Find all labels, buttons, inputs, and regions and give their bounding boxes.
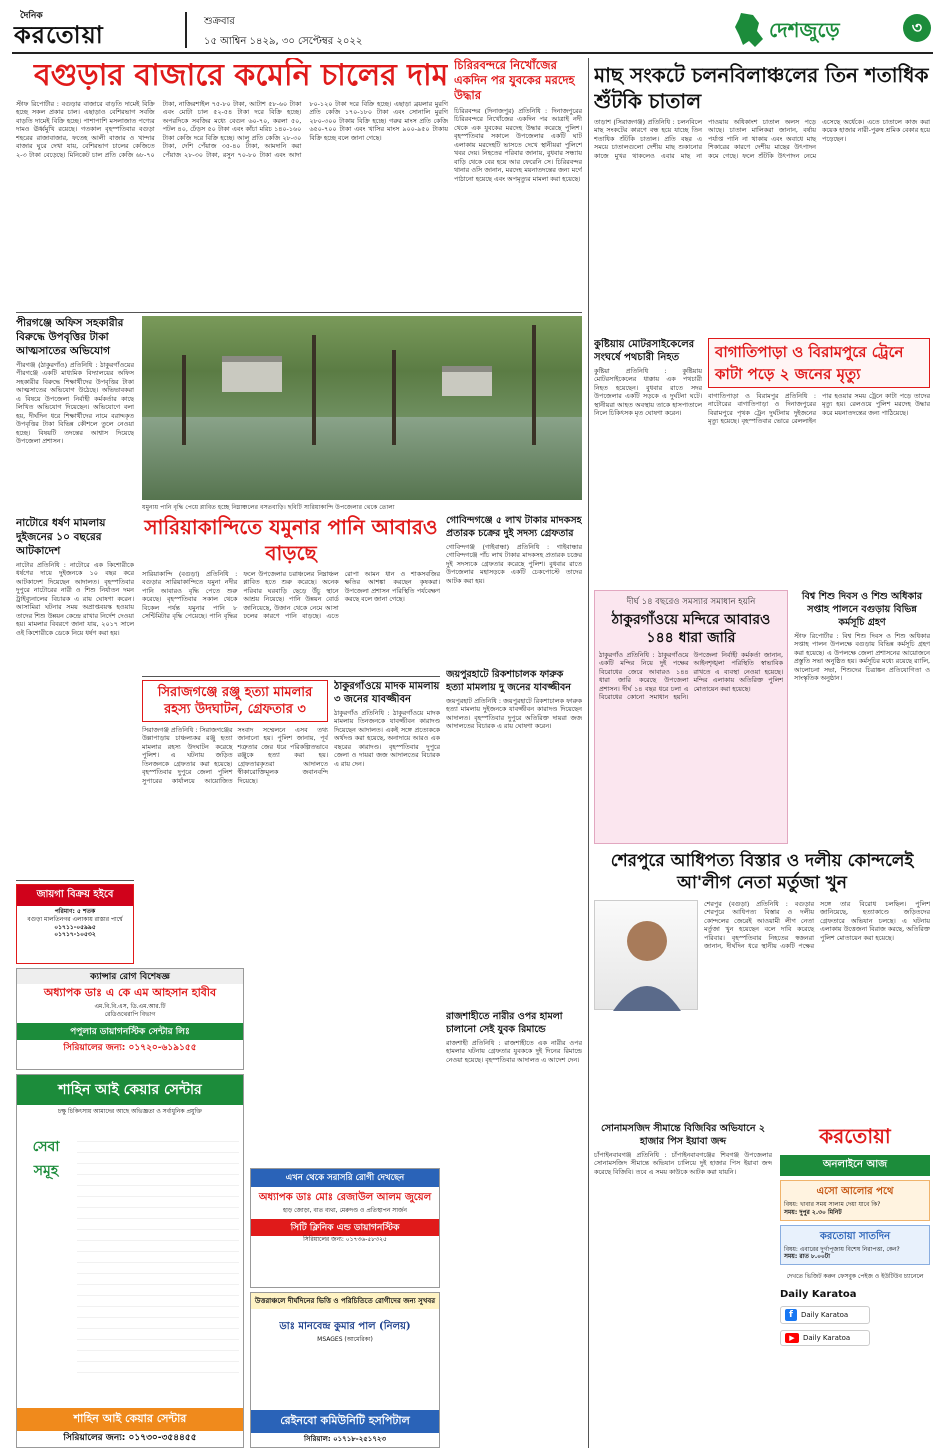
temple-cols <box>599 651 783 837</box>
drug-story <box>334 680 440 950</box>
youtube-link[interactable] <box>780 1330 870 1346</box>
sirajganj-body: সিরাজগঞ্জ প্রতিনিধি : সিরাজগঞ্জের উল্লাপাড়ায় চাঞ্চল্যকর রঞ্জু হত্যা মামলার রহস্য উদঘাটন করেছে পুলিশ। এ ঘটনায় জড়িত তিনজনকে গ্রেফতার করা হয়েছে। বৃহস্পতিবার দুপুরে জেলা পুলিশ সুপারের কার্যালয়ে আয়োজিত সংবাদ সম্মেলনে এসব তথ্য জানানো হয়। পুলিশ জানায়, পূর্ব শত্রুতার জের ধরে পরিকল্পিতভাবে রঞ্জুকে হত্যা করা হয়। গ্রেফতারকৃতরা আদালতে স্বীকারোক্তিমূলক জবানবন্দি দিয়েছে। <box>142 726 328 785</box>
sherpur-headline[interactable]: শেরপুরে আধিপত্য বিস্তার ও দলীয় কোন্দলেই আ'লীগ নেতা মর্তুজা খুন <box>610 851 914 893</box>
doctor-ad-clinic: সিটি ক্লিনিক এন্ড ডায়াগনস্টিক <box>251 1219 439 1236</box>
classified-ad <box>16 884 134 964</box>
pirganj-headline[interactable]: পীরগঞ্জে অফিস সহকারীর বিরুদ্ধে উপবৃত্তির টাকা আত্মসাতের অভিযোগ <box>16 317 124 357</box>
fish-story <box>594 62 930 332</box>
eye-ad-footer-name: শাহিন আই কেয়ার সেন্টার <box>17 1408 243 1431</box>
gobindaganj-body: গোবিন্দগঞ্জ (গাইবান্ধা) প্রতিনিধি : গাইবান্ধার গোবিন্দগঞ্জে পাঁচ লাখ টাকার মাদকসহ প্রতারক চক্রের দুই সদস্যকে গ্রেফতার করেছে পুলিশ। বুধবার রাতে উপজেলার মহাসড়কে একটি চেকপোস্টে তাদের আটক করা হয়। <box>446 543 582 585</box>
natore-body: নাটোর প্রতিনিধি : নাটোরে এক কিশোরীকে ধর্ষণের দায়ে দুইজনকে ১০ বছর করে আটকাদেশ দিয়েছেন আদালত। বৃহস্পতিবার দুপুরে নাটোরের নারী ও শিশু নির্যাতন দমন ট্রাইব্যুনালের বিচারক এ রায় ঘোষণা করেন। আসামিরা ঘটনার সময় অপ্রাপ্তবয়স্ক হওয়ায় তাদের শিশু উন্নয়ন কেন্দ্রে রাখার নির্দেশ দেওয়া হয়। মামলার বিবরণে জানা যায়, ২০১৭ সালে ওই কিশোরীকে ডেকে নিয়ে ধর্ষণ করা হয়। <box>16 561 134 637</box>
hospital-ad-top: উত্তরাঞ্চলে দীর্ঘদিনের ভিত্তি ও পরিচিতিতে রোগীদের জন্য সুখবর <box>251 1293 439 1309</box>
cancer-ad-clinic: পপুলার ডায়াগনস্টিক সেন্টার লিঃ <box>17 1023 243 1040</box>
train-cols <box>708 392 930 568</box>
lead-body: স্টাফ রিপোর্টার : বগুড়ার বাজারে বাড়তি দামেই বিক্রি হচ্ছে সকল প্রকার চাল। এছাড়াও বেশিরভাগ সবজি বাড়তি দামেই বিক্রি হচ্ছে। পাশাপাশি মসলাজাত পণ্যের দামও ঊর্ধ্বমুখি রয়েছে। গতকাল বৃহস্পতিবার বগুড়া শহরের রাজাবাজার, ফতেহ আলী বাজার ও খান্দার বাজার ঘুরে দেখা যায়, বেশিরভাগ চালের কেজিতে ২-৩ টাকা বেড়েছে। মিনিকেট চাল প্রতি কেজি ৬৮-৭০ টাকা, নাজিরশাইল ৭৫-৮০ টাকা, আটাশ ৫৮-৬০ টাকা এবং মোটা চাল ৫২-৫৪ টাকা দরে বিক্রি হচ্ছে। অপরদিকে সবজির মধ্যে বেগুন ৬০-৭০, করলা ৫০, পটল ৪০, ঢেঁড়স ৫০ টাকা এবং কাঁচা মরিচ ১৪০-১৬০ টাকা কেজি দরে বিক্রি হচ্ছে। আলু প্রতি কেজি ২৮-৩০ টাকা, দেশি পেঁয়াজ ৩৫-৪০ টাকা, আমদানি করা পেঁয়াজ ২৮-৩০ টাকা, রসুন ৭০-৮০ টাকা এবং আদা ৮০-১২০ টাকা দরে বিক্রি হচ্ছে। এছাড়া ব্রয়লার মুরগি প্রতি কেজি ১৭০-১৮০ টাকা এবং সোনালি মুরগি ২৮০-৩০০ টাকায় বিক্রি হচ্ছে। গরুর মাংস প্রতি কেজি ৬৫০-৭০০ টাকা এবং খাসির মাংস ৯০০-৯৫০ টাকায় বিক্রি হচ্ছে বলে জানা গেছে। <box>16 100 448 159</box>
classified-details: বগুড়া মালতিনগর এলাকায় রাস্তার পার্শ্বে <box>27 915 123 923</box>
cancer-ad <box>16 968 244 1070</box>
sherpur-cols <box>704 900 930 1114</box>
sirajganj-headline[interactable]: সিরাজগঞ্জে রঞ্জু হত্যা মামলার রহস্য উদঘাটন, গ্রেফতার ৩ <box>142 680 328 722</box>
eye-ad-serial[interactable]: সিরিয়ালের জন্য: ০১৭৩০-৩৫৪৪৫৫ <box>63 1433 197 1443</box>
sidebar-online: অনলাইনে আজ <box>780 1155 930 1176</box>
block1-time: সময়: দুপুর ২.৩০ মিনিট <box>784 1208 842 1216</box>
youtube-label: Daily Karatoa <box>803 1333 851 1342</box>
natore-story <box>16 516 134 876</box>
hospital-ad-degree: MSAGES (আমেরিকা) <box>317 1336 373 1343</box>
fish-headline[interactable]: মাছ সংকটে চলনবিলাঞ্চলের তিন শতাধিক শুঁটকি চাতাল <box>594 63 929 113</box>
train-body: বাগাতিপাড়া ও বিরামপুর প্রতিনিধি : নাটোরের বাগাতিপাড়া ও দিনাজপুরের বিরামপুরে পৃথক ট্রেন দুর্ঘটনায় দুইজনের মৃত্যু হয়েছে। বৃহস্পতিবার ভোরে রেললাইন পার হওয়ার সময় ট্রেনে কাটা পড়ে তাদের মৃত্যু হয়। রেলওয়ে পুলিশ মরদেহ উদ্ধার করে ময়নাতদন্তের জন্য পাঠিয়েছে। <box>708 392 930 426</box>
sirajganj-story <box>142 680 328 950</box>
sidebar-block-2[interactable] <box>780 1225 930 1266</box>
temple-body: ঠাকুরগাঁও প্রতিনিধি : ঠাকুরগাঁওয়ে একটি মন্দির নিয়ে দুই পক্ষের বিরোধের জেরে আবারও ১৪৪ ধারা জারি করেছে উপজেলা প্রশাসন। দীর্ঘ ১৪ বছর ধরে চলা এ বিরোধের কোনো সমাধান হয়নি। উপজেলা নির্বাহী কর্মকর্তা জানান, আইনশৃঙ্খলা পরিস্থিতি স্বাভাবিক রাখতে এ ব্যবস্থা নেওয়া হয়েছে। মন্দির এলাকায় অতিরিক্ত পুলিশ মোতায়েন করা হয়েছে। <box>599 651 783 702</box>
lead-story <box>16 58 448 308</box>
train-story <box>708 338 930 584</box>
gobindaganj-headline[interactable]: গোবিন্দগঞ্জে ৫ লাখ টাকার মাদকসহ প্রতারক চক্রের দুই সদস্য গ্রেফতার <box>446 515 582 539</box>
photo-caption <box>142 502 582 512</box>
chiribandar-headline[interactable]: চিরিরবন্দরে নিখোঁজের একদিন পর যুবকের মরদেহ উদ্ধার <box>454 58 575 102</box>
sherpur-story <box>594 850 930 1118</box>
border-body: চাঁপাইনবাবগঞ্জ প্রতিনিধি : চাঁপাইনবাবগঞ্জের শিবগঞ্জ উপজেলার সোনামসজিদ সীমান্তে অভিযান চালিয়ে দুই হাজার পিস ইয়াবা জব্দ করেছে বিজিবি। তবে এ সময় কাউকে আটক করা যায়নি। <box>594 1151 772 1176</box>
hospital-ad <box>250 1292 440 1448</box>
photo-tree-3 <box>392 350 396 445</box>
sidebar-note: দেখতে ভিজিট করুন ফেসবুক পেইজ ও ইউটিউব চ্যানেলে <box>786 1273 924 1281</box>
eye-ad-service-list <box>77 1131 239 1381</box>
pirganj-body: পীরগঞ্জ (ঠাকুরগাঁও) প্রতিনিধি : ঠাকুরগাঁওয়ের পীরগঞ্জে একটি মাধ্যমিক বিদ্যালয়ের অফিস সহকারীর বিরুদ্ধে শিক্ষার্থীদের উপবৃত্তির টাকা আত্মসাতের অভিযোগ উঠেছে। অভিভাবকরা এ বিষয়ে উপজেলা নির্বাহী কর্মকর্তার কাছে লিখিত অভিযোগ দিয়েছেন। অভিযোগে বলা হয়, দীর্ঘদিন ধরে শিক্ষার্থীদের নামে বরাদ্দকৃত উপবৃত্তির টাকা বিভিন্ন কৌশলে তুলে নেওয়া হচ্ছে। বিষয়টি তদন্তের আশ্বাস দিয়েছে উপজেলা প্রশাসন। <box>16 361 134 446</box>
fish-cols <box>594 118 930 330</box>
doctor-ad-serial[interactable]: সিরিয়ালের জন্য: ০১৭৩৬-৫৮৩২৫ <box>303 1235 387 1243</box>
chiribandar-body: চিরিরবন্দর (দিনাজপুর) প্রতিনিধি : দিনাজপুরের চিরিরবন্দরে নিখোঁজের একদিন পর আত্রাই নদী থেকে এক যুবকের মরদেহ উদ্ধার করেছে পুলিশ। বৃহস্পতিবার সকালে উপজেলার একটি ঘাট এলাকায় মরদেহটি ভাসতে দেখে স্থানীয়রা পুলিশে খবর দেয়। নিহতের পরিবার জানায়, বুধবার সন্ধ্যায় বাড়ি থেকে বের হয়ে আর ফেরেনি সে। চিরিরবন্দর থানার ওসি জানান, মরদেহ ময়নাতদন্তের জন্য মর্গে পাঠানো হয়েছে এবং অপমৃত্যুর মামলা করা হয়েছে। <box>454 107 582 183</box>
cancer-ad-doctor: অধ্যাপক ডাঃ এ কে এম আহসান হাবীব <box>43 986 217 999</box>
masthead <box>12 8 933 52</box>
classified-phone2[interactable]: ০১৭১৭-১০৫৩২ <box>54 931 96 939</box>
photo-water <box>142 417 582 500</box>
photo-house-2 <box>442 366 492 396</box>
doctor-ad <box>250 1168 440 1288</box>
sariakandi-story <box>142 514 440 672</box>
joypurhat-body: জয়পুরহাট প্রতিনিধি : জয়পুরহাটে রিকশাচালক ফারুক হত্যা মামলায় দুইজনকে যাবজ্জীবন কারাদণ্ড দিয়েছেন আদালত। বৃহস্পতিবার দুপুরে অতিরিক্ত দায়রা জজ আদালতের বিচারক এ রায় ঘোষণা করেন। <box>446 697 582 731</box>
joypurhat-story <box>446 668 582 848</box>
flood-photo <box>142 316 582 500</box>
classified-phone1[interactable]: ০১৭১১-০৫৯৯৫ <box>54 923 96 931</box>
social-title: Daily Karatoa <box>780 1288 857 1300</box>
train-headline[interactable]: বাগাতিপাড়া ও বিরামপুরে ট্রেনে কাটা পড়ে ২ জনের মৃত্যু <box>708 338 930 388</box>
child-rights-story <box>794 590 930 844</box>
rule-3 <box>16 880 134 881</box>
photo-house-1 <box>222 356 282 392</box>
sidebar-brand: করতোয়া <box>819 1124 891 1148</box>
bd-map-icon <box>733 11 767 49</box>
sirajganj-cols <box>142 726 328 940</box>
hospital-ad-serial[interactable]: সিরিয়াল: ০১৭১৮-২৫১৭২৩ <box>303 1435 386 1443</box>
block2-title: করতোয়া সাতদিন <box>819 1230 891 1242</box>
sidebar-block-1[interactable] <box>780 1180 930 1221</box>
rule-1 <box>16 312 582 313</box>
lead-body-wrap <box>16 100 448 296</box>
rajshahi-body: রাজশাহী প্রতিনিধি : রাজশাহীতে এক নারীর ওপর হামলার ঘটনায় গ্রেফতার যুবককে দুই দিনের রিমান্ডে নেওয়া হয়েছে। বৃহস্পতিবার আদালত এ আদেশ দেন। <box>446 1039 582 1064</box>
child-rights-body: স্টাফ রিপোর্টার : বিশ্ব শিশু দিবস ও শিশু অধিকার সপ্তাহ পালন উপলক্ষে বগুড়ায় বিভিন্ন কর্মসূচি গ্রহণ করা হয়েছে। এ উপলক্ষে জেলা প্রশাসনের আয়োজনে প্রস্তুতি সভা অনুষ্ঠিত হয়। কর্মসূচির মধ্যে রয়েছে র‌্যালি, আলোচনা সভা, শিশুদের চিত্রাঙ্কন প্রতিযোগিতা ও সাংস্কৃতিক অনুষ্ঠান। <box>794 632 930 683</box>
online-sidebar <box>780 1122 930 1448</box>
joypurhat-headline[interactable]: জয়পুরহাটে রিকশাচালক ফারুক হত্যা মামলায় দু জনের যাবজ্জীবন <box>446 669 571 693</box>
sariakandi-body: সারিয়াকান্দি (বগুড়া) প্রতিনিধি : বগুড়ার সারিয়াকান্দিতে যমুনা নদীর পানি আবারও বৃদ্ধি পেতে শুরু করেছে। বৃহস্পতিবার সকাল থেকে বিকেল পর্যন্ত যমুনার পানি ৮ সেন্টিমিটার বৃদ্ধি পেয়েছে। পানি বৃদ্ধির ফলে উপজেলার চরাঞ্চলের নিম্নাঞ্চল প্লাবিত হতে শুরু করেছে। অনেক পরিবার ঘরবাড়ি ছেড়ে উঁচু স্থানে আশ্রয় নিয়েছে। পানি উন্নয়ন বোর্ড জানিয়েছে, উজান থেকে নেমে আসা ঢলের কারণে পানি বাড়ছে। এতে রোপা আমন ধান ও শাকসবজির ক্ষতির আশঙ্কা করছেন কৃষকরা। উপজেলা প্রশাসন পরিস্থিতি পর্যবেক্ষণ করছে বলে জানা গেছে। <box>142 570 440 621</box>
natore-headline[interactable]: নাটোরে ধর্ষণ মামলায় দুইজনের ১০ বছরের আটকাদেশ <box>16 517 106 557</box>
masthead-rule <box>12 52 933 54</box>
issue-date: ১৫ আশ্বিন ১৪২৯, ৩০ সেপ্টেম্বর ২০২২ <box>204 36 363 47</box>
doctor-ad-name: অধ্যাপক ডাঃ মোঃ রেজাউল আলম জুয়েল <box>258 1192 432 1203</box>
kushtia-headline[interactable]: কুষ্টিয়ায় মোটরসাইকেলের সংঘর্ষে পথচারী নিহত <box>594 339 695 363</box>
classified-title: জায়গা বিক্রয় হইবে <box>17 885 133 906</box>
chiribandar-story <box>454 58 582 308</box>
rule-2 <box>142 676 440 677</box>
divider <box>185 12 187 48</box>
classified-size: পরিমাণ: ৫ শতক <box>54 908 96 915</box>
facebook-label: Daily Karatoa <box>801 1310 849 1319</box>
cancer-ad-header: ক্যান্সার রোগ বিশেষজ্ঞ <box>17 969 243 984</box>
cancer-ad-dept: রেডিওথেরাপি বিভাগ <box>104 1010 156 1018</box>
sariakandi-headline[interactable]: সারিয়াকান্দিতে যমুনার পানি আবারও বাড়ছে <box>144 515 438 565</box>
block1-title: এসো আলোর পথে <box>816 1186 894 1197</box>
cancer-ad-degrees: এম.বি.বি.এস, ডি.এম.আর.টি <box>94 1003 166 1010</box>
section-logo <box>733 8 933 52</box>
child-rights-headline[interactable]: বিশ্ব শিশু দিবস ও শিশু অধিকার সপ্তাহ পালনে বগুড়ায় বিভিন্ন কর্মসূচি গ্রহণ <box>801 591 923 628</box>
eye-ad-tagline: চক্ষু চিকিৎসায় আমাদের আছে অভিজ্ঞতা ও সর্বাধুনিক প্রযুক্তি <box>58 1108 202 1115</box>
photo-tree-1 <box>182 355 186 445</box>
hospital-ad-doctor: ডাঃ মানবেন্দ্র কুমার পাল (নিলয়) <box>279 1321 411 1332</box>
photo-tree-2 <box>312 335 316 445</box>
doctor-ad-specialty: হাড় জোড়া, বাত ব্যথা, মেরুদণ্ড ও প্রতিস্থাপন সার্জন <box>283 1207 407 1214</box>
page-number: ৩ <box>903 14 931 42</box>
kushtia-body: কুষ্টিয়া প্রতিনিধি : কুষ্টিয়ায় মোটরসাইকেলের ধাক্কায় এক পথচারী নিহত হয়েছেন। বুধবার রাতে সদর উপজেলার একটি সড়কে এ দুর্ঘটনা ঘটে। স্থানীয়রা আহত অবস্থায় তাকে হাসপাতালে নিলে চিকিৎসক মৃত ঘোষণা করেন। <box>594 367 702 418</box>
pirganj-story <box>16 316 134 512</box>
photo-caption-text: যমুনায় পানি বৃদ্ধি পেয়ে প্লাবিত হচ্ছে নিম্নাঞ্চলের বসতবাড়ি। ছবিটি সারিয়াকান্দি উপজেলার থেকে তোলা <box>142 504 395 511</box>
fish-body: তাড়াশ (সিরাজগঞ্জ) প্রতিনিধি : চলনবিলে মাছ সংকটের কারণে বন্ধ হয়ে যাচ্ছে তিন শতাধিক শুঁটকি চাতাল। প্রতি বছর এ সময়ে চাতালগুলো দেশীয় মাছ শুকানোর কাজে মুখর থাকলেও এবার মাছ না পাওয়ায় অধিকাংশ চাতাল অলস পড়ে আছে। চাতাল মালিকরা জানান, বর্ষায় পর্যাপ্ত পানি না থাকায় এবং অবাধে মাছ শিকারের কারণে দেশীয় মাছের উৎপাদন কমে গেছে। ফলে শুঁটকি উৎপাদন নেমে এসেছে অর্ধেকে। এতে চাতালে কাজ করা কয়েক হাজার নারী-পুরুষ শ্রমিক বেকার হয়ে পড়েছেন। <box>594 118 930 160</box>
kushtia-story <box>594 338 702 584</box>
temple-headline[interactable]: ঠাকুরগাঁওয়ে মন্দিরে আবারও ১৪৪ ধারা জারি <box>611 612 771 646</box>
eye-ad-service: সেবা সমূহ <box>32 1139 60 1179</box>
block2-time: সময়: রাত ৮.০০টা <box>784 1253 830 1261</box>
drug-headline[interactable]: ঠাকুরগাঁওয়ে মাদক মামলায় ৩ জনের যাবজ্জীবন <box>334 681 440 705</box>
facebook-link[interactable] <box>780 1306 870 1324</box>
youtube-icon: ▶ <box>785 1333 799 1343</box>
facebook-icon: f <box>785 1309 797 1321</box>
gobindaganj-story <box>446 514 582 664</box>
brand-top: দৈনিক <box>20 11 43 21</box>
sherpur-photo <box>594 900 698 1010</box>
photo-tree-4 <box>532 325 536 445</box>
rajshahi-headline[interactable]: রাজশাহীতে নারীর ওপর হামলা চালানো সেই যুবক রিমান্ডে <box>446 1011 563 1035</box>
brand-logo: করতোয়া <box>14 20 104 49</box>
doctor-ad-top: এখন থেকে সরাসরি রোগী দেখছেন <box>251 1169 439 1187</box>
issue-day: শুক্রবার <box>204 16 235 27</box>
section-title: দেশজুড়ে <box>769 18 840 42</box>
eye-ad-header: শাহিন আই কেয়ার সেন্টার <box>17 1075 243 1105</box>
temple-story <box>594 590 788 844</box>
rajshahi-story <box>446 1010 582 1130</box>
sherpur-body: শেরপুর (বগুড়া) প্রতিনিধি : বগুড়ার শেরপুরে আধিপত্য বিস্তার ও দলীয় কোন্দলের জেরেই আওয়ামী লীগ নেতা মর্তুজা খুন হয়েছেন বলে দাবি করেছে পরিবার। বৃহস্পতিবার নিহতের স্বজনরা জানান, দীর্ঘদিন ধরে স্থানীয় একটি পক্ষের সঙ্গে তার বিরোধ চলছিল। পুলিশ জানিয়েছে, হত্যাকাণ্ডে জড়িতদের গ্রেফতারে অভিযান চলছে। এ ঘটনায় এলাকায় উত্তেজনা বিরাজ করছে, অতিরিক্ত পুলিশ মোতায়েন করা হয়েছে। <box>704 900 930 951</box>
block2-subject: বিষয়: এবারের দুর্গাপূজায় বিশেষ নিরাপত্তা, কেন? <box>784 1245 900 1253</box>
block1-subject: বিষয়: খাবার সময় সালাম দেয়া যাবে কি? <box>784 1201 881 1208</box>
sariakandi-cols <box>142 570 440 666</box>
eye-care-ad <box>16 1074 244 1448</box>
drug-body: ঠাকুরগাঁও প্রতিনিধি : ঠাকুরগাঁওয়ে মাদক মামলায় তিনজনকে যাবজ্জীবন কারাদণ্ড দিয়েছেন আদালত। একই সঙ্গে প্রত্যেককে অর্থদণ্ড করা হয়েছে, অনাদায়ে আরও এক বছরের কারাদণ্ড। বৃহস্পতিবার দুপুরে জেলা ও দায়রা জজ আদালতের বিচারক এ রায় দেন। <box>334 709 440 768</box>
border-headline[interactable]: সোনামসজিদ সীমান্তে বিজিবির অভিযানে ২ হাজার পিস ইয়াবা জব্দ <box>600 1123 766 1147</box>
temple-kicker: দীর্ঘ ১৪ বছরেও সমস্যার সমাধান হয়নি <box>626 597 756 607</box>
border-story <box>594 1122 772 1282</box>
lead-headline[interactable]: বগুড়ার বাজারে কমেনি চালের দাম <box>34 58 448 93</box>
cancer-ad-serial[interactable]: সিরিয়ালের জন্য: ০১৭২০-৬১৯১৫৫ <box>63 1042 197 1053</box>
hospital-ad-name: রেইনবো কমিউনিটি হসপিটাল <box>251 1410 439 1433</box>
person-icon <box>595 901 699 1011</box>
rule-center <box>588 58 589 1448</box>
